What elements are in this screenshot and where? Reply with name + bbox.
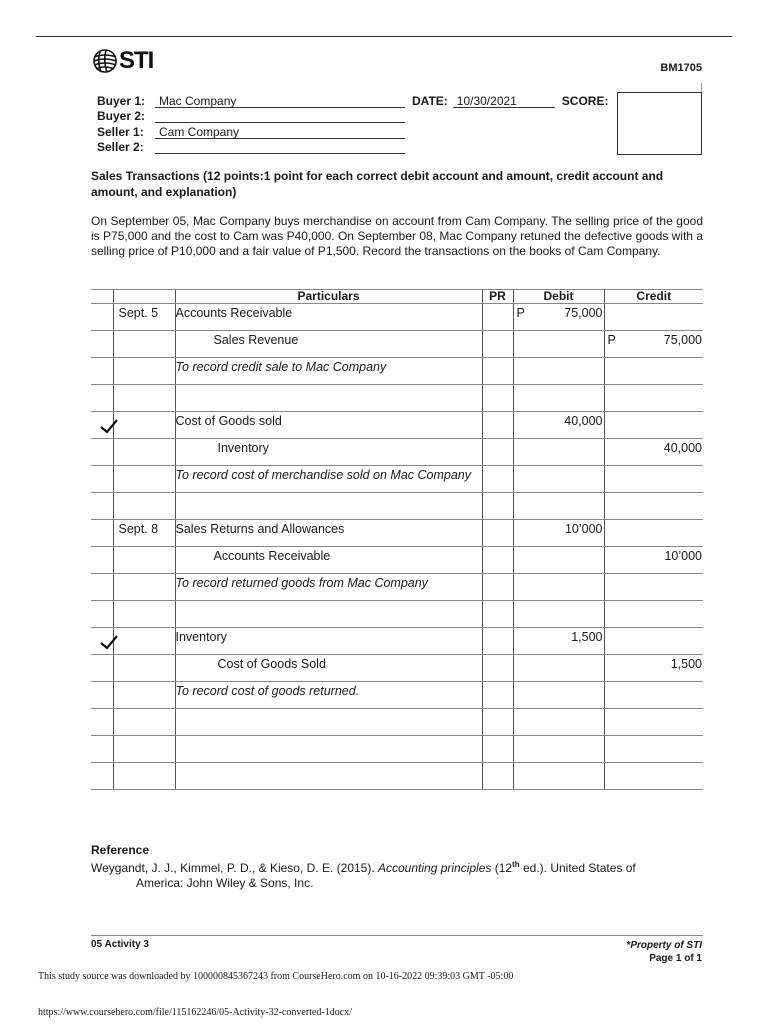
debit-cell	[513, 493, 604, 520]
document-code: BM1705	[660, 62, 702, 74]
seller1-row	[97, 124, 405, 139]
credit-amount: 10’000	[664, 549, 702, 563]
journal-row	[91, 412, 703, 439]
credit-cell	[604, 304, 703, 331]
debit-amount: 1,500	[571, 630, 603, 644]
credit-cell	[604, 547, 703, 574]
credit-cell	[604, 331, 703, 358]
source-line: This study source was downloaded by 100000845367243 from CourseHero.com on 10-16-2022 09:39:03 GMT -05:00	[38, 971, 514, 982]
pr-cell	[482, 709, 513, 736]
journal-row	[91, 466, 703, 493]
debit-cell	[513, 682, 604, 709]
date-label: DATE:	[412, 94, 448, 108]
debit-cell	[513, 547, 604, 574]
score-box[interactable]	[617, 92, 702, 155]
col-credit: Credit	[604, 290, 703, 304]
date-cell	[113, 412, 175, 439]
pr-cell	[482, 736, 513, 763]
citation-publisher-start: ed.). United States of	[519, 861, 636, 875]
check-cell	[91, 682, 113, 709]
particulars-cell: Inventory	[175, 628, 482, 655]
particulars-cell: Accounts Receivable	[175, 304, 482, 331]
check-cell	[91, 466, 113, 493]
score-label: SCORE:	[561, 94, 609, 108]
col-date	[113, 290, 175, 304]
citation-publisher: America: John Wiley & Sons, Inc.	[136, 876, 314, 890]
col-blank	[91, 290, 113, 304]
credit-cell	[604, 520, 703, 547]
seller2-row	[97, 139, 405, 154]
footer-page: Page 1 of 1	[649, 953, 702, 964]
journal-row	[91, 736, 703, 763]
journal-row	[91, 331, 703, 358]
check-cell	[91, 655, 113, 682]
debit-cell	[513, 736, 604, 763]
particulars-cell: Cost of Goods Sold	[175, 655, 482, 682]
date-cell	[113, 682, 175, 709]
date-cell	[113, 547, 175, 574]
check-cell	[91, 358, 113, 385]
date-cell	[113, 358, 175, 385]
journal-row	[91, 385, 703, 412]
journal-row	[91, 601, 703, 628]
credit-cell	[604, 412, 703, 439]
date-cell	[113, 655, 175, 682]
credit-amount: 1,500	[670, 657, 702, 671]
debit-cell	[513, 520, 604, 547]
pr-cell	[482, 763, 513, 790]
explanation-cell: To record credit sale to Mac Company	[175, 358, 482, 385]
date-field[interactable]: 10/30/2021	[453, 94, 555, 108]
pr-cell	[482, 547, 513, 574]
col-particulars: Particulars	[175, 290, 482, 304]
date-cell	[113, 466, 175, 493]
particulars-cell: Cost of Goods sold	[175, 412, 482, 439]
seller1-label: Seller 1:	[97, 125, 144, 139]
seller2-label: Seller 2:	[97, 140, 144, 154]
journal-header-row	[91, 290, 703, 304]
particulars-cell: Sales Revenue	[175, 331, 482, 358]
debit-cell	[513, 655, 604, 682]
check-cell	[91, 628, 113, 655]
date-cell: Sept. 8	[113, 520, 175, 547]
url-line[interactable]: https://www.coursehero.com/file/115162246/05-Activity-32-converted-1docx/	[38, 1007, 352, 1018]
pr-cell	[482, 601, 513, 628]
particulars-cell: Inventory	[175, 439, 482, 466]
check-cell	[91, 520, 113, 547]
pr-cell	[482, 358, 513, 385]
particulars-cell	[175, 709, 482, 736]
pr-cell	[482, 574, 513, 601]
credit-cell	[604, 493, 703, 520]
problem-statement: On September 05, Mac Company buys merchandise on account from Cam Company. The selling price of the good is P75,000 and the cost to Cam was P40,000. On September 08, Mac Company retuned the defective goods with a selling price of P10,000 and a fair value of P1,500. Record the transactions on the books of Cam Company.	[91, 214, 703, 258]
date-cell: Sept. 5	[113, 304, 175, 331]
debit-cell	[513, 574, 604, 601]
check-cell	[91, 547, 113, 574]
credit-cell	[604, 763, 703, 790]
credit-cell	[604, 736, 703, 763]
buyer1-row	[97, 93, 608, 108]
particulars-cell	[175, 385, 482, 412]
check-cell	[91, 493, 113, 520]
particulars-cell: Accounts Receivable	[175, 547, 482, 574]
credit-cell	[604, 439, 703, 466]
date-cell	[113, 763, 175, 790]
reference-citation	[91, 857, 691, 891]
citation-authors: Weygandt, J. J., Kimmel, P. D., & Kieso, D. E. (2015).	[91, 861, 378, 875]
credit-amount: 40,000	[663, 441, 702, 455]
check-cell	[91, 736, 113, 763]
journal-row	[91, 358, 703, 385]
particulars-cell	[175, 736, 482, 763]
debit-cell	[513, 628, 604, 655]
date-cell	[113, 709, 175, 736]
footer-rule	[91, 935, 703, 936]
date-cell	[113, 439, 175, 466]
debit-cell	[513, 385, 604, 412]
debit-cell	[513, 601, 604, 628]
journal-row	[91, 493, 703, 520]
pr-cell	[482, 466, 513, 493]
debit-cell	[513, 466, 604, 493]
journal-row	[91, 709, 703, 736]
citation-edition: (12	[491, 861, 513, 875]
instructions: Sales Transactions (12 points:1 point for each correct debit account and amount, credit account and amount, and explanation)	[91, 169, 664, 199]
pr-cell	[482, 520, 513, 547]
date-cell	[113, 385, 175, 412]
pr-cell	[482, 682, 513, 709]
footer-property: *Property of STI	[626, 940, 702, 951]
check-cell	[91, 601, 113, 628]
credit-amount: 75,000	[663, 333, 702, 347]
seller1-field[interactable]: Cam Company	[155, 125, 405, 139]
explanation-cell: To record cost of merchandise sold on Mac Company	[175, 466, 482, 493]
credit-cell	[604, 601, 703, 628]
particulars-cell: Sales Returns and Allowances	[175, 520, 482, 547]
check-cell	[91, 574, 113, 601]
buyer1-field[interactable]: Mac Company	[155, 94, 405, 108]
journal-row	[91, 520, 703, 547]
footer-activity: 05 Activity 3	[91, 939, 149, 950]
journal-row	[91, 547, 703, 574]
credit-cell	[604, 682, 703, 709]
check-cell	[91, 304, 113, 331]
pr-cell	[482, 304, 513, 331]
credit-cell	[604, 358, 703, 385]
pr-cell	[482, 331, 513, 358]
journal-row	[91, 439, 703, 466]
particulars-cell	[175, 763, 482, 790]
logo-text: STI	[119, 47, 154, 74]
debit-cell	[513, 709, 604, 736]
date-cell	[113, 601, 175, 628]
citation-title: Accounting principles	[378, 861, 492, 875]
pr-cell	[482, 412, 513, 439]
debit-amount: 75,000	[564, 306, 603, 320]
check-cell	[91, 709, 113, 736]
date-cell	[113, 736, 175, 763]
journal-table	[91, 289, 703, 790]
date-cell	[113, 331, 175, 358]
particulars-cell	[175, 493, 482, 520]
col-debit: Debit	[513, 290, 604, 304]
debit-cell	[513, 763, 604, 790]
debit-cell	[513, 439, 604, 466]
buyer2-label: Buyer 2:	[97, 109, 146, 123]
pr-cell	[482, 493, 513, 520]
check-cell	[91, 385, 113, 412]
top-rule	[36, 36, 732, 37]
checkmark-icon	[99, 634, 119, 650]
journal-row	[91, 763, 703, 790]
pr-cell	[482, 655, 513, 682]
pr-cell	[482, 385, 513, 412]
date-cell	[113, 628, 175, 655]
credit-cell	[604, 628, 703, 655]
particulars-cell	[175, 601, 482, 628]
buyer2-row	[97, 108, 405, 123]
credit-cell	[604, 709, 703, 736]
debit-cell	[513, 331, 604, 358]
buyer1-label: Buyer 1:	[97, 94, 146, 108]
citation-sup: th	[512, 860, 520, 869]
journal-row	[91, 628, 703, 655]
check-cell	[91, 331, 113, 358]
pr-cell	[482, 628, 513, 655]
credit-cell	[604, 655, 703, 682]
debit-cell	[513, 358, 604, 385]
check-cell	[91, 763, 113, 790]
currency-symbol: P	[516, 306, 525, 320]
seller2-field[interactable]	[155, 140, 405, 154]
currency-symbol: P	[607, 333, 616, 347]
debit-amount: 10’000	[564, 522, 603, 536]
explanation-cell: To record returned goods from Mac Company	[175, 574, 482, 601]
journal-row	[91, 682, 703, 709]
credit-cell	[604, 466, 703, 493]
debit-cell	[513, 304, 604, 331]
journal-body	[91, 304, 703, 790]
reference-heading: Reference	[91, 843, 150, 857]
globe-icon	[92, 48, 118, 74]
col-pr: PR	[482, 290, 513, 304]
check-cell	[91, 439, 113, 466]
explanation-cell: To record cost of goods returned.	[175, 682, 482, 709]
debit-cell	[513, 412, 604, 439]
date-cell	[113, 574, 175, 601]
date-cell	[113, 493, 175, 520]
journal-row	[91, 574, 703, 601]
journal-row	[91, 304, 703, 331]
sti-logo	[92, 48, 153, 74]
journal-row	[91, 655, 703, 682]
debit-amount: 40,000	[564, 414, 603, 428]
pr-cell	[482, 439, 513, 466]
check-cell	[91, 412, 113, 439]
credit-cell	[604, 574, 703, 601]
buyer2-field[interactable]	[155, 109, 405, 123]
credit-cell	[604, 385, 703, 412]
footer-right	[626, 939, 702, 965]
checkmark-icon	[99, 418, 119, 434]
